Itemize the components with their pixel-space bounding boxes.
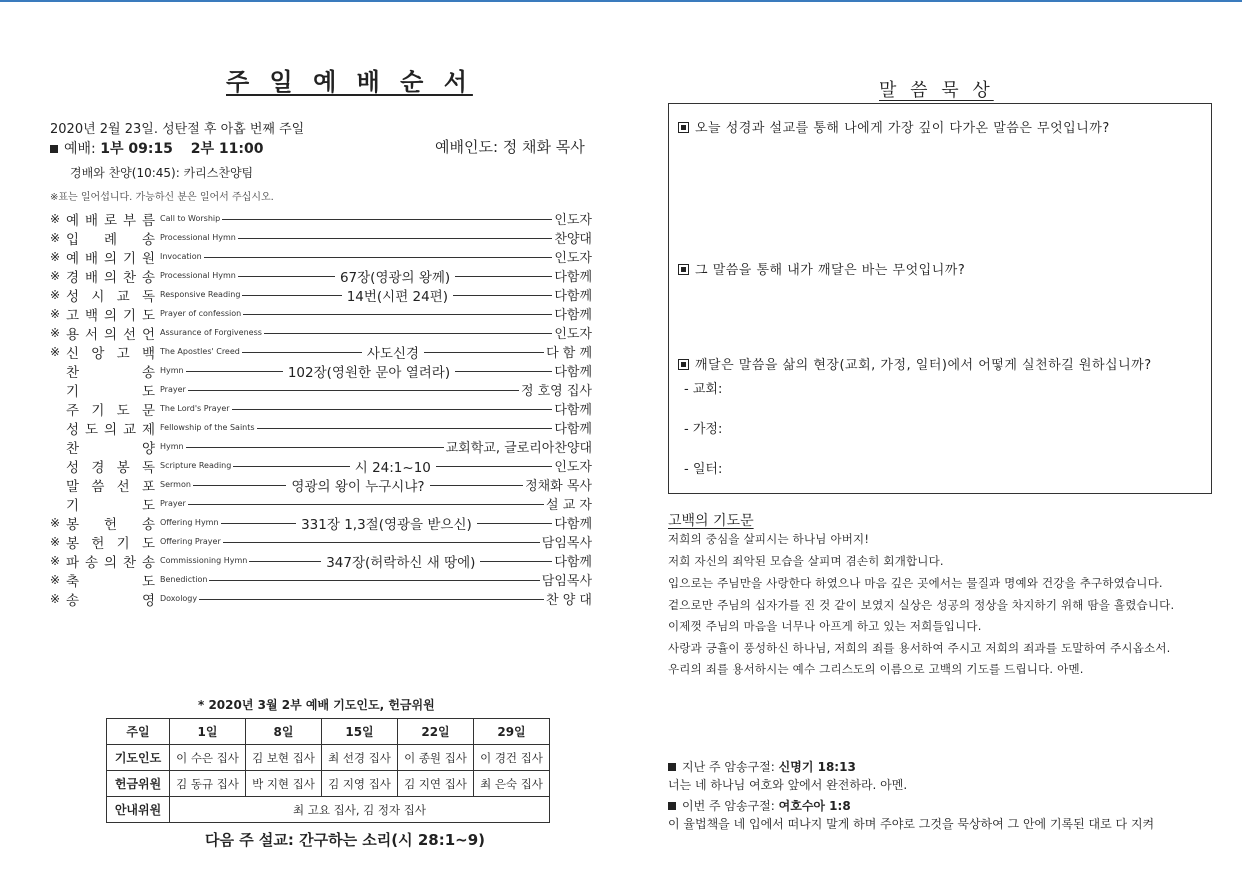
order-item-leader: 설 교 자 bbox=[546, 498, 592, 513]
roster-label: 기도인도 bbox=[107, 745, 170, 771]
square-bullet-icon bbox=[668, 802, 676, 810]
order-row bbox=[50, 266, 592, 285]
checkbox-square-icon bbox=[678, 359, 689, 370]
standing-mark: ※ bbox=[50, 553, 61, 568]
table-row bbox=[107, 771, 550, 797]
order-item-leader: 다함께 bbox=[554, 365, 593, 380]
order-row bbox=[50, 304, 592, 323]
order-item-detail: 14번(시편 24편) bbox=[346, 288, 449, 305]
order-item-english: Offering Hymn bbox=[160, 518, 219, 527]
order-item-name: 기 도 bbox=[66, 497, 156, 514]
order-item-english: Sermon bbox=[160, 480, 191, 489]
order-item-name: 봉 헌 송 bbox=[66, 516, 156, 533]
square-bullet-icon bbox=[668, 763, 676, 771]
order-item-detail: 시 24:1~10 bbox=[354, 459, 431, 476]
order-item-english: Scripture Reading bbox=[160, 461, 232, 470]
order-item-name: 주 기 도 문 bbox=[66, 402, 156, 419]
order-row bbox=[50, 380, 592, 399]
leader-line bbox=[242, 295, 341, 296]
leader-line bbox=[221, 523, 297, 524]
roster-cell: 이 경건 집사 bbox=[474, 745, 550, 771]
roster-label: 안내위원 bbox=[107, 797, 170, 823]
confession-line: 이제껏 주님의 마음을 너무나 아프게 하고 있는 저희들입니다. bbox=[668, 619, 982, 633]
leader-line bbox=[186, 447, 444, 448]
leader-line bbox=[193, 485, 287, 486]
confession-line: 겉으로만 주님의 십자가를 진 것 같이 보였지 실상은 성공의 정상을 차지하기 위해 땀을 흘렸습니다. bbox=[668, 598, 1175, 612]
roster-header: 22일 bbox=[398, 719, 474, 745]
roster-table bbox=[106, 718, 550, 823]
confession-line: 우리의 죄를 용서하시는 예수 그리스도의 이름으로 고백의 기도를 드립니다. 아멘. bbox=[668, 662, 1084, 676]
order-item-leader: 정채화 목사 bbox=[525, 479, 592, 494]
roster-cell: 김 보현 집사 bbox=[246, 745, 322, 771]
order-row bbox=[50, 323, 592, 342]
order-item-leader: 다함께 bbox=[554, 289, 593, 304]
this-week-verse-text: 이 율법책을 네 입에서 떠나지 말게 하며 주야로 그것을 묵상하여 그 안에 기록된 대로 다 지켜 bbox=[668, 817, 1155, 831]
order-item-leader: 다함께 bbox=[554, 270, 593, 285]
order-row bbox=[50, 418, 592, 437]
order-item-name: 찬 송 bbox=[66, 364, 156, 381]
leader-line bbox=[455, 276, 552, 277]
roster-cell: 최 은숙 집사 bbox=[474, 771, 550, 797]
order-row bbox=[50, 475, 592, 494]
this-week-verse-heading: 이번 주 암송구절: 여호수아 1:8 bbox=[668, 797, 851, 814]
meditation-question-2: 그 말씀을 통해 내가 깨달은 바는 무엇입니까? bbox=[678, 259, 965, 278]
order-item-english: Responsive Reading bbox=[160, 290, 241, 299]
order-row bbox=[50, 570, 592, 589]
order-item-name: 예 배 의 기 원 bbox=[66, 250, 156, 267]
table-row bbox=[107, 719, 550, 745]
order-item-english: Hymn bbox=[160, 366, 184, 375]
order-item-leader: 인도자 bbox=[554, 460, 592, 475]
order-item-leader: 다함께 bbox=[554, 555, 592, 570]
leader-line bbox=[455, 371, 552, 372]
order-item-leader: 다함께 bbox=[554, 517, 593, 532]
leader-line bbox=[249, 561, 321, 562]
standing-mark: ※ bbox=[50, 344, 61, 359]
order-item-english: Assurance of Forgiveness bbox=[160, 328, 262, 337]
order-item-name: 고 백 의 기 도 bbox=[66, 307, 156, 324]
order-item-detail: 영광의 왕이 누구시냐? bbox=[291, 478, 425, 495]
meditation-question-3: 깨달은 말씀을 삶의 현장(교회, 가정, 일터)에서 어떻게 실천하길 원하십니까? bbox=[678, 354, 1152, 373]
leader-line bbox=[209, 580, 539, 581]
roster-header: 29일 bbox=[474, 719, 550, 745]
order-row bbox=[50, 551, 592, 570]
meditation-question-1: 오늘 성경과 설교를 통해 나에게 가장 깊이 다가온 말씀은 무엇입니까? bbox=[678, 117, 1110, 136]
order-item-detail: 102장(영원한 문아 열려라) bbox=[287, 364, 451, 381]
order-item-leader: 다 함 께 bbox=[546, 346, 593, 361]
order-item-name: 신 앙 고 백 bbox=[66, 345, 156, 362]
order-item-english: Doxology bbox=[160, 594, 198, 603]
order-item-leader: 다함께 bbox=[554, 422, 592, 437]
service-date: 2020년 2월 23일. 성탄절 후 아홉 번째 주일 bbox=[50, 122, 305, 137]
leader-line bbox=[264, 333, 552, 334]
order-item-english: Fellowship of the Saints bbox=[160, 423, 255, 432]
order-item-name: 찬 양 bbox=[66, 440, 156, 457]
checkbox-square-icon bbox=[678, 264, 689, 275]
order-item-name: 축 도 bbox=[66, 573, 156, 590]
standing-mark: ※ bbox=[50, 268, 61, 283]
order-row bbox=[50, 247, 592, 266]
roster-header: 8일 bbox=[246, 719, 322, 745]
top-border bbox=[0, 0, 1242, 2]
leader-line bbox=[233, 466, 349, 467]
leader-line bbox=[477, 523, 553, 524]
order-row bbox=[50, 494, 592, 513]
roster-caption: * 2020년 3월 2부 예배 기도인도, 헌금위원 bbox=[198, 698, 435, 712]
order-item-english: The Lord's Prayer bbox=[160, 404, 230, 413]
order-item-name: 기 도 bbox=[66, 383, 156, 400]
roster-cell: 박 지현 집사 bbox=[246, 771, 322, 797]
order-item-english: Invocation bbox=[160, 252, 202, 261]
leader-line bbox=[223, 542, 540, 543]
order-item-english: Processional Hymn bbox=[160, 271, 236, 280]
standing-mark: ※ bbox=[50, 287, 61, 302]
order-item-leader: 인도자 bbox=[554, 213, 592, 228]
square-bullet-icon bbox=[50, 145, 58, 153]
service-times: 예배: 1부 09:15 2부 11:00 bbox=[50, 138, 263, 158]
order-item-detail: 331장 1,3절(영광을 받으신) bbox=[301, 516, 472, 533]
leader-line bbox=[204, 257, 553, 258]
roster-cell: 김 지연 집사 bbox=[398, 771, 474, 797]
confession-title: 고백의 기도문 bbox=[668, 513, 754, 529]
praise-time: 경배와 찬양(10:45): 카리스찬양팀 bbox=[70, 166, 254, 180]
order-item-leader: 찬양대 bbox=[554, 232, 592, 247]
next-sermon: 다음 주 설교: 간구하는 소리(시 28:1~9) bbox=[205, 831, 486, 849]
standing-mark: ※ bbox=[50, 572, 61, 587]
table-row bbox=[107, 797, 550, 823]
order-item-name: 성 경 봉 독 bbox=[66, 459, 156, 476]
order-item-name: 성 도 의 교 제 bbox=[66, 421, 156, 438]
last-week-verse-text: 너는 네 하나님 여호와 앞에서 완전하라. 아멘. bbox=[668, 778, 908, 792]
leader-line bbox=[188, 390, 519, 391]
standing-mark: ※ bbox=[50, 230, 61, 245]
order-row bbox=[50, 437, 592, 456]
answer-home: - 가정: bbox=[684, 422, 723, 437]
order-row bbox=[50, 589, 592, 608]
last-week-verse-heading: 지난 주 암송구절: 신명기 18:13 bbox=[668, 758, 856, 775]
leader-line bbox=[257, 428, 553, 429]
confession-line: 입으로는 주님만을 사랑한다 하였으나 마음 깊은 곳에서는 물질과 명예와 건강을 추구하였습니다. bbox=[668, 576, 1163, 590]
standing-mark: ※ bbox=[50, 591, 61, 606]
order-item-detail: 67장(영광의 왕께) bbox=[339, 269, 451, 286]
roster-cell: 김 동규 집사 bbox=[170, 771, 246, 797]
order-item-leader: 다함께 bbox=[554, 403, 592, 418]
order-item-detail: 347장(허락하신 새 땅에) bbox=[326, 554, 476, 571]
usher-names: 최 고요 집사, 김 정자 집사 bbox=[170, 797, 550, 823]
order-row bbox=[50, 456, 592, 475]
order-item-leader: 담임목사 bbox=[541, 536, 592, 551]
order-item-english: Commissioning Hymn bbox=[160, 556, 248, 565]
order-row bbox=[50, 399, 592, 418]
roster-cell: 이 종원 집사 bbox=[398, 745, 474, 771]
leader-line bbox=[453, 295, 552, 296]
roster-label: 헌금위원 bbox=[107, 771, 170, 797]
standing-mark: ※ bbox=[50, 515, 61, 530]
order-item-english: Prayer bbox=[160, 499, 186, 508]
order-item-detail: 사도신경 bbox=[366, 345, 420, 362]
answer-church: - 교회: bbox=[684, 382, 723, 397]
confession-line: 저희의 중심을 살피시는 하나님 아버지! bbox=[668, 532, 870, 546]
order-item-name: 입 례 송 bbox=[66, 231, 156, 248]
checkbox-square-icon bbox=[678, 122, 689, 133]
order-item-english: Call to Worship bbox=[160, 214, 221, 223]
leader-line bbox=[238, 238, 552, 239]
order-row bbox=[50, 513, 592, 532]
order-item-leader: 찬 양 대 bbox=[546, 593, 592, 608]
meditation-box bbox=[668, 103, 1212, 494]
order-item-english: Hymn bbox=[160, 442, 184, 451]
confession-line: 사랑과 긍휼이 풍성하신 하나님, 저희의 죄를 용서하여 주시고 저희의 죄과를 도말하여 주시옵소서. bbox=[668, 641, 1171, 655]
order-item-english: Prayer of confession bbox=[160, 309, 242, 318]
meditation-title: 말 씀 묵 상 bbox=[879, 80, 994, 101]
standing-mark: ※ bbox=[50, 325, 61, 340]
order-item-name: 말 씀 선 포 bbox=[66, 478, 156, 495]
order-row bbox=[50, 342, 592, 361]
order-row bbox=[50, 285, 592, 304]
leader-line bbox=[430, 485, 524, 486]
service-1-time: 1부 09:15 bbox=[100, 141, 173, 157]
standing-mark: ※ bbox=[50, 306, 61, 321]
order-item-english: Prayer bbox=[160, 385, 186, 394]
order-item-english: Processional Hymn bbox=[160, 233, 236, 242]
page-title: 주 일 예 배 순 서 bbox=[226, 68, 473, 96]
roster-header: 15일 bbox=[322, 719, 398, 745]
leader-line bbox=[199, 599, 544, 600]
order-of-worship bbox=[50, 209, 592, 608]
roster-header: 1일 bbox=[170, 719, 246, 745]
roster-cell: 최 선경 집사 bbox=[322, 745, 398, 771]
confession-line: 저희 자신의 죄악된 모습을 살피며 겸손히 회개합니다. bbox=[668, 554, 944, 568]
order-item-leader: 인도자 bbox=[554, 251, 592, 266]
order-item-name: 봉 헌 기 도 bbox=[66, 535, 156, 552]
order-row bbox=[50, 361, 592, 380]
order-item-leader: 담임목사 bbox=[541, 574, 592, 589]
standing-mark: ※ bbox=[50, 534, 61, 549]
order-row bbox=[50, 532, 592, 551]
worship-leader: 예배인도: 정 채화 목사 bbox=[435, 138, 585, 156]
leader-line bbox=[232, 409, 553, 410]
table-row bbox=[107, 745, 550, 771]
roster-cell: 김 지영 집사 bbox=[322, 771, 398, 797]
order-item-name: 파 송 의 찬 송 bbox=[66, 554, 156, 571]
order-item-leader: 정 호영 집사 bbox=[520, 384, 592, 399]
order-item-leader: 인도자 bbox=[554, 327, 592, 342]
order-item-leader: 다함께 bbox=[554, 308, 592, 323]
leader-line bbox=[222, 219, 552, 220]
order-item-english: Offering Prayer bbox=[160, 537, 221, 546]
leader-line bbox=[436, 466, 552, 467]
answer-work: - 일터: bbox=[684, 462, 723, 477]
order-row bbox=[50, 209, 592, 228]
leader-line bbox=[424, 352, 544, 353]
standing-mark: ※ bbox=[50, 249, 61, 264]
roster-header: 주일 bbox=[107, 719, 170, 745]
order-item-leader: 교회학교, 글로리아찬양대 bbox=[445, 441, 592, 456]
service-2-time: 2부 11:00 bbox=[190, 141, 264, 157]
leader-line bbox=[186, 371, 283, 372]
order-row bbox=[50, 228, 592, 247]
order-item-name: 송 영 bbox=[66, 592, 156, 609]
order-item-english: The Apostles' Creed bbox=[160, 347, 240, 356]
leader-line bbox=[243, 314, 552, 315]
order-item-name: 용 서 의 선 언 bbox=[66, 326, 156, 343]
standing-mark: ※ bbox=[50, 211, 61, 226]
order-item-name: 예 배 로 부 름 bbox=[66, 212, 156, 229]
roster-cell: 이 수은 집사 bbox=[170, 745, 246, 771]
order-item-name: 경 배 의 찬 송 bbox=[66, 269, 156, 286]
leader-line bbox=[188, 504, 544, 505]
leader-line bbox=[480, 561, 552, 562]
order-item-english: Benediction bbox=[160, 575, 208, 584]
order-item-name: 성 시 교 독 bbox=[66, 288, 156, 305]
leader-line bbox=[242, 352, 362, 353]
leader-line bbox=[238, 276, 335, 277]
standing-note: ※표는 일어섭니다. 가능하신 분은 일어서 주십시오. bbox=[50, 192, 274, 203]
